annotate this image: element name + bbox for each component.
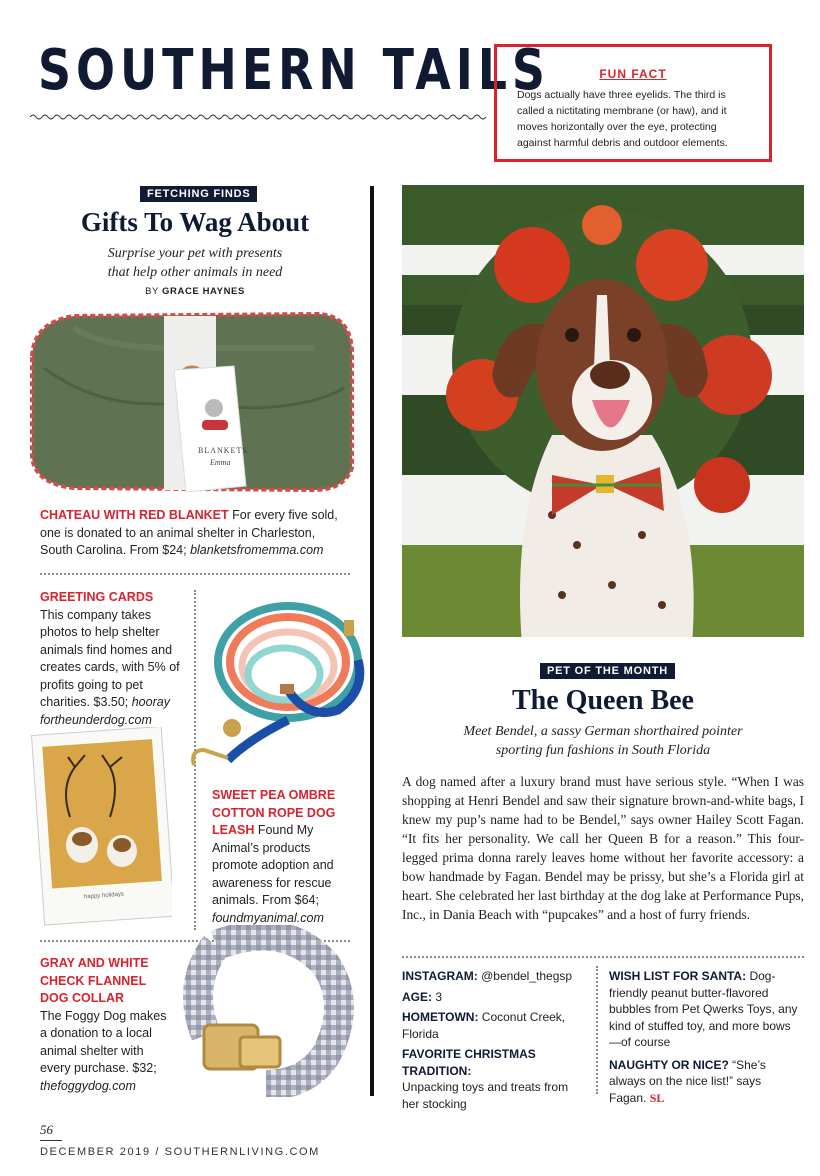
cards-text: This company takes photos to help shelter animals find homes and creates cards, with 5% of profits going to pet charities. $3.50; xyxy=(40,607,180,709)
fact-wishlist xyxy=(609,968,799,1051)
wishlist-label: WISH LIST FOR SANTA: xyxy=(609,969,747,983)
collar-heading: GRAY AND WHITE CHECK FLANNEL DOG COLLAR xyxy=(40,956,149,1005)
queen-bee-title: The Queen Bee xyxy=(512,685,694,716)
byline-prefix: BY xyxy=(145,286,159,297)
footer-line: DECEMBER 2019 / SOUTHERNLIVING.COM xyxy=(40,1146,320,1158)
wavy-rule xyxy=(30,113,490,121)
cards-heading: GREETING CARDS xyxy=(40,590,154,604)
facts-left xyxy=(402,968,587,1112)
section-tag-pet-of-the-month: PET OF THE MONTH xyxy=(540,663,675,679)
queen-bee-subtitle-line1: Meet Bendel, a sassy German shorthaired pointer xyxy=(463,724,743,739)
fact-hometown xyxy=(402,1009,587,1042)
fun-fact-title: FUN FACT xyxy=(599,67,667,81)
gifts-subtitle xyxy=(40,244,350,282)
fun-fact-text: Dogs actually have three eyelids. The third is called a nictitating membrane (or haw), and it moves horizontally over the eye, protecting against harmful debris and outdoor elements. xyxy=(517,89,728,149)
tradition-label: FAVORITE CHRISTMAS TRADITION: xyxy=(402,1047,536,1078)
blanket-description xyxy=(40,507,338,560)
collar-description xyxy=(40,955,170,1095)
queen-bee-subtitle-line2: sporting fun fashions in South Florida xyxy=(495,743,711,758)
blanket-text: For every five sold, one is donated to an animal shelter in Charleston, South Carolina. From $24; xyxy=(40,508,338,557)
fun-fact-box xyxy=(494,44,772,162)
collar-image xyxy=(176,925,356,1097)
instagram-label: INSTAGRAM: xyxy=(402,969,478,983)
leash-description xyxy=(212,787,348,927)
byline-name: GRACE HAYNES xyxy=(162,286,245,297)
naughty-value: “She’s always on the nice list!” says Fagan. xyxy=(609,1057,766,1105)
fact-instagram xyxy=(402,968,587,985)
page-number-rule xyxy=(40,1140,62,1141)
leash-url: foundmyanimal.com xyxy=(212,910,324,925)
leash-text: Found My Animal’s products promote adoption and awareness for rescue animals. From $64; xyxy=(212,823,334,907)
wishlist-value: Dog-friendly peanut butter-flavored bubbles from Pet Qwerks Toys, any kind of stuffed toy, and more bows—of course xyxy=(609,969,798,1049)
leash-heading: SWEET PEA OMBRE COTTON ROPE DOG LEASH xyxy=(212,788,336,837)
article-body: A dog named after a luxury brand must have serious style. “When I was shopping at Henri Bendel and saw their signature brown-and-white bags, I knew my pup’s name had to be Bendel,” says owner Hailey Scott Fagan. “It fits her personality. We call her Queen B for a reason.” This four-legged prima donna rarely leaves home without her favorite accessory: a bow handmade by Fagan. Bendel may be prissy, but she’s a Florida girl at heart. She celebrated her last birthday at the dog lake at Performance Pups, Inc., in Dania Beach with “pupcakes” and a host of furry friends. xyxy=(402,774,804,922)
card-caption: happy holidays xyxy=(83,891,125,901)
section-tag-fetching-finds: FETCHING FINDS xyxy=(140,186,257,202)
queen-bee-subtitle xyxy=(402,722,804,760)
page-number: 56 xyxy=(40,1122,53,1137)
column-divider xyxy=(370,186,374,1096)
age-label: AGE: xyxy=(402,989,432,1004)
cards-description xyxy=(40,589,180,729)
instagram-value: @bendel_thegsp xyxy=(477,969,573,983)
masthead: SOUTHERN TAILS xyxy=(38,38,550,103)
gifts-subtitle-line2: that help other animals in need xyxy=(107,265,283,280)
fact-tradition xyxy=(402,1046,587,1112)
collar-url: thefoggydog.com xyxy=(40,1078,136,1093)
dotted-divider xyxy=(402,956,804,958)
signoff-mark: SL xyxy=(649,1090,665,1105)
gifts-subtitle-line1: Surprise your pet with presents xyxy=(107,246,283,261)
blanket-tag-text2: Emma xyxy=(210,458,231,467)
byline xyxy=(40,286,350,297)
bendel-photo xyxy=(402,185,804,637)
facts-right xyxy=(609,968,799,1106)
dotted-divider xyxy=(40,573,350,575)
leash-image xyxy=(188,590,368,780)
hometown-value: Coconut Creek, Florida xyxy=(402,1010,566,1041)
hometown-label: HOMETOWN: xyxy=(402,1010,479,1024)
naughty-label: NAUGHTY OR NICE? xyxy=(609,1057,729,1072)
blanket-url: blanketsfromemma.com xyxy=(190,543,324,557)
blanket-tag-text: BLANKETS xyxy=(198,446,248,455)
fact-age xyxy=(402,989,587,1006)
age-value: 3 xyxy=(432,989,443,1004)
blanket-image xyxy=(14,308,354,503)
dotted-divider-vertical xyxy=(596,966,598,1094)
collar-text: The Foggy Dog makes a donation to a local animal shelter with every purchase. $32; xyxy=(40,1008,167,1075)
cards-url: hooray fortheunderdog.com xyxy=(40,695,170,727)
tradition-value: Unpacking toys and treats from her stocking xyxy=(402,1080,569,1111)
fact-naughty-or-nice xyxy=(609,1057,799,1107)
blanket-heading: CHATEAU WITH RED BLANKET xyxy=(40,508,229,522)
gifts-title: Gifts To Wag About xyxy=(80,207,310,237)
